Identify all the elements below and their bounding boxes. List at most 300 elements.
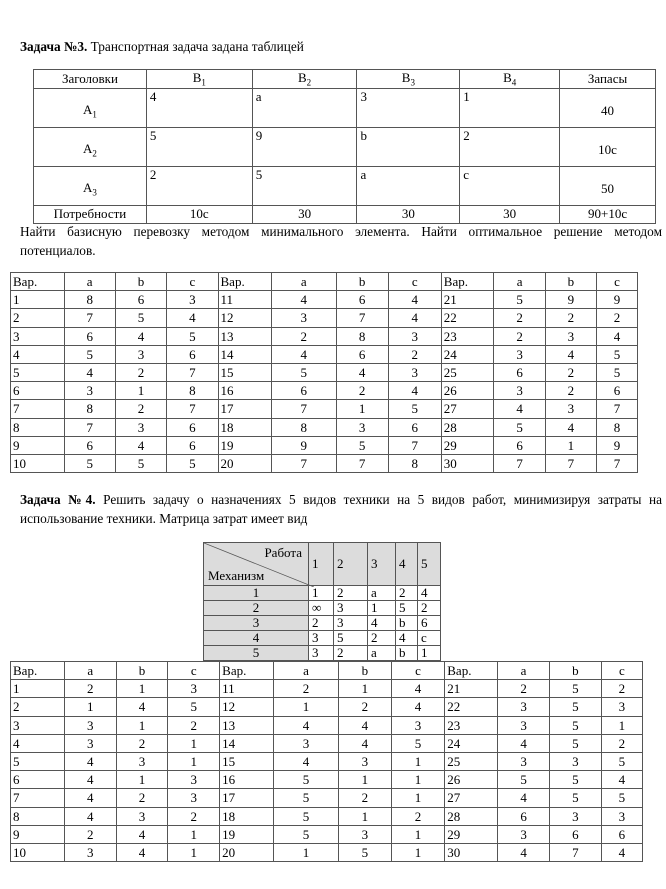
value-cell: 4 bbox=[494, 400, 545, 418]
value-cell: 5 bbox=[167, 327, 218, 345]
variant-number: 5 bbox=[11, 363, 65, 381]
value-cell: 8 bbox=[167, 382, 218, 400]
table-row bbox=[11, 843, 643, 861]
value-cell: 5 bbox=[549, 789, 601, 807]
table-row bbox=[11, 698, 643, 716]
value-cell: 5 bbox=[336, 436, 388, 454]
value-cell: 6 bbox=[494, 363, 545, 381]
table-row bbox=[11, 752, 643, 770]
header-cell: Вар. bbox=[445, 662, 498, 680]
cost-cell: 2 bbox=[309, 616, 334, 631]
header-cell: c bbox=[597, 273, 638, 291]
value-cell: 5 bbox=[549, 734, 601, 752]
value-cell: 6 bbox=[336, 345, 388, 363]
value-cell: 1 bbox=[273, 698, 338, 716]
variant-number: 30 bbox=[445, 843, 498, 861]
variant-number: 20 bbox=[218, 454, 272, 472]
value-cell: 1 bbox=[391, 843, 445, 861]
header-cell: $B_3$ bbox=[357, 70, 460, 89]
value-cell: 4 bbox=[64, 752, 116, 770]
value-cell: 4 bbox=[64, 771, 116, 789]
value-cell: 5 bbox=[273, 825, 338, 843]
value-cell: 1 bbox=[168, 825, 220, 843]
value-cell: 5 bbox=[115, 309, 166, 327]
variant-number: 2 bbox=[11, 309, 65, 327]
header-cell: c bbox=[167, 273, 218, 291]
value-cell: 3 bbox=[498, 716, 550, 734]
cost-cell: 3 bbox=[334, 616, 368, 631]
value-cell: 7 bbox=[597, 400, 638, 418]
value-cell: 1 bbox=[391, 789, 445, 807]
variant-number: 22 bbox=[445, 698, 498, 716]
value-cell: 3 bbox=[498, 698, 550, 716]
variant-number: 14 bbox=[220, 734, 274, 752]
demand-cell: 30 bbox=[460, 205, 560, 223]
value-cell: 2 bbox=[115, 400, 166, 418]
cost-cell: a bbox=[252, 88, 357, 127]
value-cell: 4 bbox=[545, 418, 596, 436]
diagonal-header-cell bbox=[204, 543, 309, 586]
value-cell: 7 bbox=[167, 363, 218, 381]
value-cell: 4 bbox=[388, 382, 441, 400]
variant-number: 25 bbox=[445, 752, 498, 770]
cost-cell: 1 bbox=[460, 88, 560, 127]
value-cell: 5 bbox=[601, 752, 642, 770]
work-column-header: 2 bbox=[334, 543, 368, 586]
value-cell: 3 bbox=[388, 327, 441, 345]
value-cell: 7 bbox=[388, 436, 441, 454]
header-cell: Вар. bbox=[11, 273, 65, 291]
value-cell: 9 bbox=[597, 291, 638, 309]
value-cell: 5 bbox=[273, 771, 338, 789]
value-cell: 2 bbox=[168, 807, 220, 825]
variant-number: 4 bbox=[11, 734, 65, 752]
value-cell: 4 bbox=[116, 843, 168, 861]
value-cell: 2 bbox=[597, 309, 638, 327]
value-cell: 5 bbox=[494, 291, 545, 309]
value-cell: 5 bbox=[597, 345, 638, 363]
variant-number: 27 bbox=[441, 400, 494, 418]
cost-cell: 4 bbox=[146, 88, 252, 127]
cost-cell: 2 bbox=[368, 631, 396, 646]
value-cell: 2 bbox=[273, 680, 338, 698]
header-cell: c bbox=[601, 662, 642, 680]
table-header-row bbox=[34, 70, 656, 89]
value-cell: 6 bbox=[498, 807, 550, 825]
cost-cell: 2 bbox=[334, 646, 368, 661]
value-cell: 3 bbox=[339, 825, 392, 843]
value-cell: 4 bbox=[64, 807, 116, 825]
variant-number: 7 bbox=[11, 400, 65, 418]
value-cell: 2 bbox=[339, 789, 392, 807]
variant-number: 12 bbox=[218, 309, 272, 327]
variant-number: 29 bbox=[445, 825, 498, 843]
variant-number: 2 bbox=[11, 698, 65, 716]
value-cell: 1 bbox=[336, 400, 388, 418]
work-column-header: 3 bbox=[368, 543, 396, 586]
cost-cell: 4 bbox=[418, 586, 441, 601]
value-cell: 5 bbox=[549, 698, 601, 716]
variant-number: 16 bbox=[218, 382, 272, 400]
value-cell: 2 bbox=[601, 680, 642, 698]
row-label: $A_2$ bbox=[34, 127, 147, 166]
value-cell: 5 bbox=[64, 345, 115, 363]
cost-cell: 2 bbox=[418, 601, 441, 616]
variant-number: 6 bbox=[11, 771, 65, 789]
value-cell: 6 bbox=[167, 345, 218, 363]
value-cell: 1 bbox=[601, 716, 642, 734]
variant-number: 11 bbox=[220, 680, 274, 698]
value-cell: 4 bbox=[597, 327, 638, 345]
variant-number: 17 bbox=[220, 789, 274, 807]
table-header-row bbox=[11, 662, 643, 680]
value-cell: 2 bbox=[336, 382, 388, 400]
mechanism-number: 5 bbox=[204, 646, 309, 661]
value-cell: 3 bbox=[115, 418, 166, 436]
table-row bbox=[11, 363, 638, 381]
table-row bbox=[11, 454, 638, 472]
value-cell: 4 bbox=[64, 789, 116, 807]
demand-cell: 30 bbox=[357, 205, 460, 223]
value-cell: 3 bbox=[167, 291, 218, 309]
value-cell: 5 bbox=[388, 400, 441, 418]
value-cell: 5 bbox=[601, 789, 642, 807]
cost-cell: 2 bbox=[146, 166, 252, 205]
value-cell: 7 bbox=[336, 309, 388, 327]
table-row bbox=[11, 789, 643, 807]
value-cell: 5 bbox=[498, 771, 550, 789]
value-cell: 7 bbox=[167, 400, 218, 418]
value-cell: 4 bbox=[115, 436, 166, 454]
value-cell: 1 bbox=[116, 716, 168, 734]
task4-heading bbox=[20, 490, 662, 528]
cost-cell: 3 bbox=[334, 601, 368, 616]
table-row bbox=[11, 771, 643, 789]
value-cell: 7 bbox=[272, 454, 336, 472]
value-cell: 5 bbox=[167, 454, 218, 472]
value-cell: 4 bbox=[339, 716, 392, 734]
variant-number: 15 bbox=[218, 363, 272, 381]
value-cell: 3 bbox=[388, 363, 441, 381]
variant-number: 13 bbox=[218, 327, 272, 345]
work-column-header: 5 bbox=[418, 543, 441, 586]
value-cell: 6 bbox=[64, 436, 115, 454]
header-cell: c bbox=[168, 662, 220, 680]
cost-cell: c bbox=[418, 631, 441, 646]
variant-number: 16 bbox=[220, 771, 274, 789]
table-row bbox=[34, 127, 656, 166]
cost-cell: 5 bbox=[252, 166, 357, 205]
value-cell: 9 bbox=[272, 436, 336, 454]
header-cell: a bbox=[273, 662, 338, 680]
cost-cell: b bbox=[396, 646, 418, 661]
table-row bbox=[34, 166, 656, 205]
value-cell: 2 bbox=[601, 734, 642, 752]
value-cell: 4 bbox=[388, 291, 441, 309]
variant-number: 7 bbox=[11, 789, 65, 807]
header-cell: a bbox=[64, 662, 116, 680]
variant-number: 1 bbox=[11, 680, 65, 698]
table-row bbox=[11, 345, 638, 363]
variant-number: 24 bbox=[445, 734, 498, 752]
table-header-row bbox=[11, 273, 638, 291]
value-cell: 3 bbox=[336, 418, 388, 436]
value-cell: 9 bbox=[545, 291, 596, 309]
task3-instruction: Найти базисную перевозку методом минимального элемента. Найти оптимальное решение методом потенциалов. bbox=[20, 224, 662, 258]
cost-cell: 1 bbox=[368, 601, 396, 616]
value-cell: 8 bbox=[388, 454, 441, 472]
cost-cell: b bbox=[357, 127, 460, 166]
value-cell: 2 bbox=[494, 309, 545, 327]
mechanism-number: 1 bbox=[204, 586, 309, 601]
header-cell: b bbox=[336, 273, 388, 291]
header-cell: b bbox=[116, 662, 168, 680]
header-cell: b bbox=[545, 273, 596, 291]
value-cell: 4 bbox=[545, 345, 596, 363]
demand-row bbox=[34, 205, 656, 223]
value-cell: 7 bbox=[64, 418, 115, 436]
header-cell: a bbox=[498, 662, 550, 680]
variant-number: 5 bbox=[11, 752, 65, 770]
value-cell: 3 bbox=[549, 807, 601, 825]
header-cell: c bbox=[391, 662, 445, 680]
table-row bbox=[11, 382, 638, 400]
variant-number: 28 bbox=[445, 807, 498, 825]
value-cell: 5 bbox=[597, 363, 638, 381]
mechanism-label: Механизм bbox=[208, 568, 265, 583]
value-cell: 4 bbox=[272, 291, 336, 309]
table-row bbox=[11, 291, 638, 309]
variant-number: 10 bbox=[11, 454, 65, 472]
variant-number: 9 bbox=[11, 436, 65, 454]
variant-number: 3 bbox=[11, 716, 65, 734]
value-cell: 4 bbox=[116, 698, 168, 716]
value-cell: 7 bbox=[64, 309, 115, 327]
value-cell: 3 bbox=[498, 752, 550, 770]
cost-cell: ∞ bbox=[309, 601, 334, 616]
value-cell: 3 bbox=[545, 327, 596, 345]
value-cell: 2 bbox=[116, 734, 168, 752]
value-cell: 5 bbox=[494, 418, 545, 436]
table-row bbox=[11, 716, 643, 734]
variant-number: 18 bbox=[218, 418, 272, 436]
cost-cell: 4 bbox=[396, 631, 418, 646]
value-cell: 4 bbox=[167, 309, 218, 327]
value-cell: 2 bbox=[494, 327, 545, 345]
value-cell: 5 bbox=[339, 843, 392, 861]
value-cell: 1 bbox=[273, 843, 338, 861]
task3-variants-table bbox=[10, 272, 638, 473]
cost-cell: a bbox=[368, 586, 396, 601]
value-cell: 2 bbox=[64, 680, 116, 698]
value-cell: 3 bbox=[64, 734, 116, 752]
table-row bbox=[11, 327, 638, 345]
task4-number: Задача №4. bbox=[20, 492, 96, 507]
header-cell: Вар. bbox=[441, 273, 494, 291]
variant-number: 15 bbox=[220, 752, 274, 770]
value-cell: 6 bbox=[388, 418, 441, 436]
table-row bbox=[11, 680, 643, 698]
value-cell: 1 bbox=[115, 382, 166, 400]
value-cell: 8 bbox=[597, 418, 638, 436]
variant-number: 19 bbox=[220, 825, 274, 843]
value-cell: 3 bbox=[116, 752, 168, 770]
value-cell: 2 bbox=[339, 698, 392, 716]
cost-cell: 5 bbox=[334, 631, 368, 646]
supply-cell: 40 bbox=[560, 88, 656, 127]
table-row bbox=[11, 400, 638, 418]
row-label: $A_1$ bbox=[34, 88, 147, 127]
table-row bbox=[11, 309, 638, 327]
variant-number: 11 bbox=[218, 291, 272, 309]
mechanism-number: 4 bbox=[204, 631, 309, 646]
value-cell: 7 bbox=[549, 843, 601, 861]
value-cell: 8 bbox=[64, 291, 115, 309]
value-cell: 3 bbox=[115, 345, 166, 363]
variant-number: 8 bbox=[11, 807, 65, 825]
task4-variants-table bbox=[10, 661, 643, 862]
table-row bbox=[11, 436, 638, 454]
cost-matrix-table bbox=[203, 542, 441, 661]
matrix-row bbox=[204, 616, 441, 631]
cost-cell: b bbox=[396, 616, 418, 631]
value-cell: 5 bbox=[273, 807, 338, 825]
value-cell: 8 bbox=[64, 400, 115, 418]
header-cell: $B_1$ bbox=[146, 70, 252, 89]
value-cell: 2 bbox=[545, 309, 596, 327]
value-cell: 6 bbox=[549, 825, 601, 843]
mechanism-number: 2 bbox=[204, 601, 309, 616]
variant-number: 19 bbox=[218, 436, 272, 454]
header-cell: Вар. bbox=[218, 273, 272, 291]
value-cell: 6 bbox=[64, 327, 115, 345]
value-cell: 1 bbox=[545, 436, 596, 454]
value-cell: 7 bbox=[545, 454, 596, 472]
value-cell: 4 bbox=[391, 680, 445, 698]
cost-cell: 5 bbox=[396, 601, 418, 616]
value-cell: 1 bbox=[391, 771, 445, 789]
value-cell: 5 bbox=[549, 716, 601, 734]
table-row bbox=[34, 88, 656, 127]
task4-text: Решить задачу о назначениях 5 видов техники на 5 видов работ, минимизируя затраты на использование техники. Матрица затрат имеет вид bbox=[20, 492, 662, 526]
header-cell: a bbox=[64, 273, 115, 291]
work-label: Работа bbox=[264, 545, 302, 560]
value-cell: 5 bbox=[549, 771, 601, 789]
value-cell: 4 bbox=[116, 825, 168, 843]
value-cell: 1 bbox=[391, 825, 445, 843]
value-cell: 4 bbox=[272, 345, 336, 363]
header-cell: Вар. bbox=[220, 662, 274, 680]
value-cell: 3 bbox=[272, 309, 336, 327]
header-cell: Вар. bbox=[11, 662, 65, 680]
cost-cell: 3 bbox=[357, 88, 460, 127]
variant-number: 20 bbox=[220, 843, 274, 861]
value-cell: 8 bbox=[272, 418, 336, 436]
header-cell: a bbox=[272, 273, 336, 291]
matrix-row bbox=[204, 586, 441, 601]
header-cell: c bbox=[388, 273, 441, 291]
header-cell: b bbox=[115, 273, 166, 291]
value-cell: 3 bbox=[116, 807, 168, 825]
variant-number: 29 bbox=[441, 436, 494, 454]
cost-cell: 4 bbox=[368, 616, 396, 631]
header-cell: b bbox=[549, 662, 601, 680]
work-column-header: 1 bbox=[309, 543, 334, 586]
value-cell: 6 bbox=[167, 418, 218, 436]
variant-number: 6 bbox=[11, 382, 65, 400]
variant-number: 30 bbox=[441, 454, 494, 472]
variant-number: 12 bbox=[220, 698, 274, 716]
value-cell: 4 bbox=[391, 698, 445, 716]
value-cell: 1 bbox=[339, 680, 392, 698]
cost-cell: 2 bbox=[396, 586, 418, 601]
table-row bbox=[11, 734, 643, 752]
value-cell: 3 bbox=[339, 752, 392, 770]
matrix-header-row bbox=[204, 543, 441, 586]
value-cell: 7 bbox=[272, 400, 336, 418]
value-cell: 3 bbox=[273, 734, 338, 752]
value-cell: 2 bbox=[498, 680, 550, 698]
value-cell: 4 bbox=[273, 752, 338, 770]
value-cell: 7 bbox=[494, 454, 545, 472]
value-cell: 6 bbox=[494, 436, 545, 454]
cost-cell: a bbox=[368, 646, 396, 661]
value-cell: 3 bbox=[64, 382, 115, 400]
variant-number: 21 bbox=[441, 291, 494, 309]
value-cell: 3 bbox=[391, 716, 445, 734]
value-cell: 4 bbox=[64, 363, 115, 381]
header-cell: $B_4$ bbox=[460, 70, 560, 89]
value-cell: 4 bbox=[273, 716, 338, 734]
demand-cell: Потребности bbox=[34, 205, 147, 223]
cost-cell: 5 bbox=[146, 127, 252, 166]
variant-number: 21 bbox=[445, 680, 498, 698]
value-cell: 3 bbox=[601, 698, 642, 716]
matrix-row bbox=[204, 601, 441, 616]
value-cell: 5 bbox=[168, 698, 220, 716]
value-cell: 5 bbox=[549, 680, 601, 698]
value-cell: 4 bbox=[601, 771, 642, 789]
value-cell: 2 bbox=[168, 716, 220, 734]
value-cell: 4 bbox=[339, 734, 392, 752]
value-cell: 4 bbox=[388, 309, 441, 327]
value-cell: 3 bbox=[64, 843, 116, 861]
supply-cell: 50 bbox=[560, 166, 656, 205]
cost-cell: 1 bbox=[418, 646, 441, 661]
table-row bbox=[11, 418, 638, 436]
matrix-row bbox=[204, 646, 441, 661]
value-cell: 4 bbox=[115, 327, 166, 345]
value-cell: 4 bbox=[498, 789, 550, 807]
cost-cell: 2 bbox=[334, 586, 368, 601]
value-cell: 3 bbox=[168, 680, 220, 698]
table-row bbox=[11, 825, 643, 843]
header-cell: a bbox=[494, 273, 545, 291]
task3-number: Задача №3. bbox=[20, 39, 88, 54]
value-cell: 2 bbox=[545, 382, 596, 400]
cost-cell: 2 bbox=[460, 127, 560, 166]
variant-number: 26 bbox=[441, 382, 494, 400]
value-cell: 2 bbox=[115, 363, 166, 381]
value-cell: 3 bbox=[64, 716, 116, 734]
cost-cell: 1 bbox=[309, 586, 334, 601]
demand-cell: 10c bbox=[146, 205, 252, 223]
value-cell: 7 bbox=[336, 454, 388, 472]
value-cell: 1 bbox=[339, 807, 392, 825]
value-cell: 3 bbox=[494, 382, 545, 400]
demand-cell: 90+10c bbox=[560, 205, 656, 223]
value-cell: 3 bbox=[494, 345, 545, 363]
